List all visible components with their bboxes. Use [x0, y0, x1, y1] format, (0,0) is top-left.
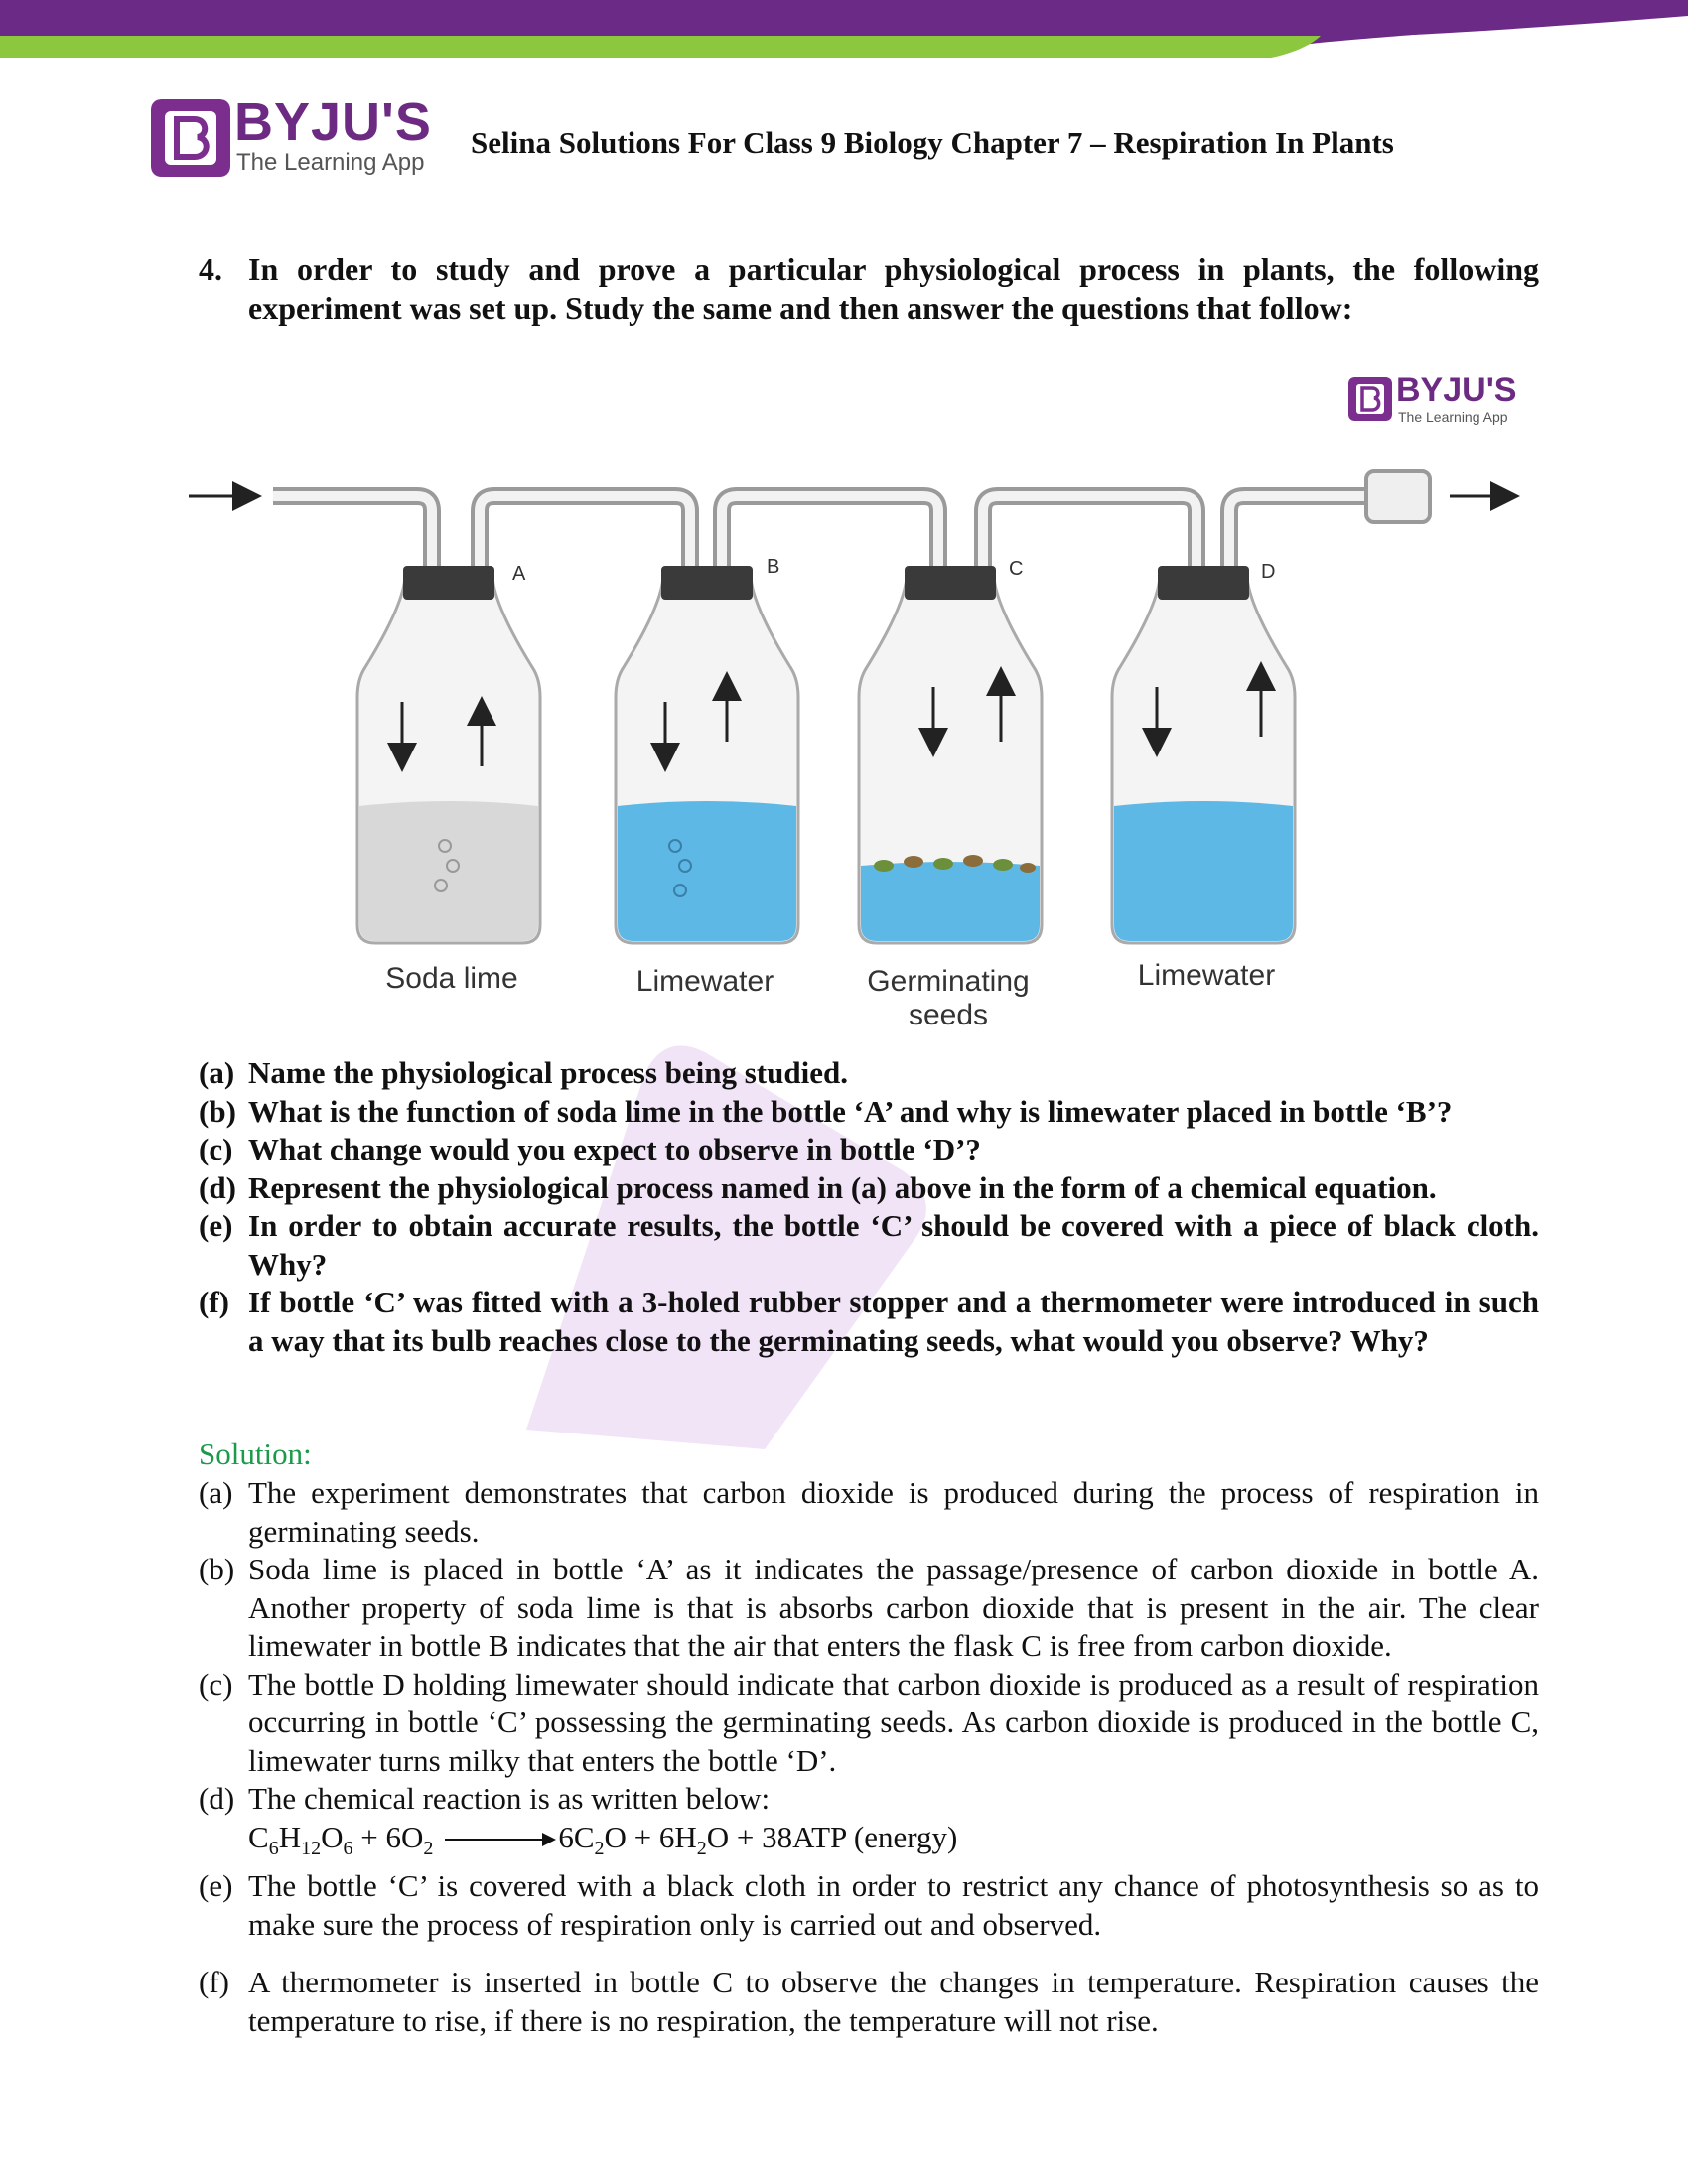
figure-logo-tagline: The Learning App	[1398, 409, 1508, 425]
answer: (f) A thermometer is inserted in bottle C to observe the changes in temperature. Respiration causes the temperature to rise, if there is no respiration, the temperature will not rise.	[199, 1965, 1539, 2038]
figure-logo-name: BYJU'S	[1396, 371, 1517, 409]
answer: (d) The chemical reaction is as written below:	[199, 1781, 771, 1816]
bottle-letter-b: B	[767, 556, 780, 578]
label-soda-lime: Soda lime	[385, 962, 518, 995]
bottle-letter-c: C	[1009, 558, 1024, 580]
bottle-d	[1112, 566, 1295, 943]
page-title: Selina Solutions For Class 9 Biology Chapter 7 – Respiration In Plants	[471, 125, 1394, 160]
answer: (e) The bottle ‘C’ is covered with a black cloth in order to restrict any chance of photosynthesis so as to make sure the process of respiration only is carried out and observed.	[199, 1868, 1539, 1942]
label-germinating: Germinating	[867, 965, 1030, 998]
stopper-d	[1158, 566, 1249, 600]
limewater-fill-d	[1114, 801, 1293, 941]
solution-answers	[199, 1474, 1539, 2040]
header-color-band	[0, 0, 1688, 62]
solution-heading: Solution:	[199, 1436, 312, 1471]
brand-tagline: The Learning App	[236, 149, 425, 176]
outlet-nozzle	[1366, 471, 1430, 522]
answer: (c) The bottle D holding limewater should indicate that carbon dioxide is produced as a result of respiration occurring in bottle ‘C’ possessing the germinating seeds. As carbon dioxide is produced in the bottle C, limewater turns milky that enters the bottle ‘D’.	[199, 1666, 1539, 1778]
question-number: 4.	[199, 251, 222, 287]
brand-name: BYJU'S	[234, 92, 432, 152]
limewater-fill-b	[618, 801, 796, 941]
apparatus-diagram	[179, 369, 1539, 1044]
bottle-b	[616, 566, 798, 943]
stopper-a	[403, 566, 494, 600]
label-limewater-d: Limewater	[1137, 959, 1276, 992]
bottle-a	[357, 566, 540, 943]
stopper-c	[905, 566, 996, 600]
sub-question: (a) Name the physiological process being studied.	[199, 1055, 848, 1090]
chemical-equation: $C_6H_{12}O_6 + 6O_2$ $6C_2O + 6H_2O + 38ATP$ (energy)	[248, 1819, 958, 1859]
sub-question: (b) What is the function of soda lime in the bottle ‘A’ and why is limewater placed in bottle ‘B’?	[199, 1093, 1453, 1129]
sub-question: (d) Represent the physiological process named in (a) above in the form of a chemical equation.	[199, 1169, 1437, 1205]
sub-question: (e) In order to obtain accurate results, the bottle ‘C’ should be covered with a piece of black cloth. Why?	[199, 1208, 1539, 1282]
answer: (a) The experiment demonstrates that carbon dioxide is produced during the process of respiration in germinating seeds.	[199, 1475, 1539, 1549]
reaction-arrow-icon	[445, 1839, 554, 1841]
question-text: In order to study and prove a particular physiological process in plants, the following experiment was set up. Study the same and then answer the questions that follow:	[248, 251, 1539, 326]
label-seeds: seeds	[908, 999, 989, 1031]
byjus-logo-icon	[151, 99, 230, 177]
answer: (b) Soda lime is placed in bottle ‘A’ as it indicates the passage/presence of carbon dioxide in bottle A. Another property of soda lime is that is absorbs carbon dioxide that is present in the air. The clear limewater in bottle B indicates that the air that enters the flask C is free from carbon dioxide.	[199, 1552, 1539, 1663]
sub-question: (c) What change would you expect to observe in bottle ‘D’?	[199, 1132, 981, 1166]
experiment-figure	[179, 369, 1539, 1044]
brand-logo	[151, 92, 434, 179]
stopper-b	[661, 566, 753, 600]
label-limewater-b: Limewater	[635, 965, 774, 998]
sub-question: (f) If bottle ‘C’ was fitted with a 3-holed rubber stopper and a thermometer were introduced in such a way that its bulb reaches close to the germinating seeds, what would you observe? Why?	[199, 1285, 1539, 1358]
bottle-letter-d: D	[1261, 561, 1276, 583]
bottle-letter-a: A	[512, 563, 526, 585]
sub-questions	[199, 1054, 1539, 1360]
question-4	[199, 250, 1539, 328]
bottle-c	[859, 566, 1042, 943]
